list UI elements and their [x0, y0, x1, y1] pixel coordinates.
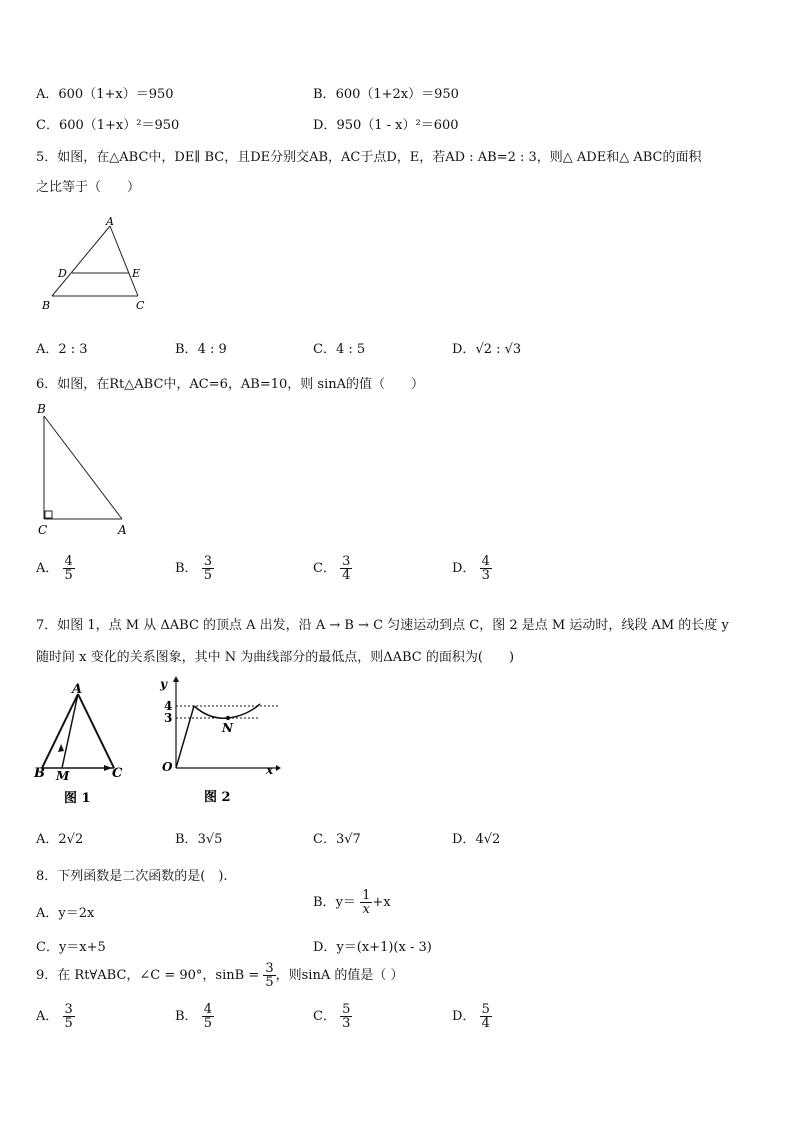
q7-fig2-label-n: N	[222, 721, 233, 735]
y-axis-arrow-icon	[173, 676, 179, 682]
q4-option-b: B．600（1+2x）＝950	[313, 87, 459, 102]
q7-fig1-label-b: B	[34, 766, 45, 781]
q6-stem: 6．如图，在Rt△ABC中，AC=6，AB=10，则 sinA的值（ ）	[36, 377, 425, 392]
q5-label-e: E	[132, 267, 141, 280]
q7-fig2-caption: 图 2	[204, 790, 231, 805]
fraction: $\frac{4}{3}$	[481, 554, 490, 583]
fraction: $\frac{3}{4}$	[342, 554, 351, 583]
arrow-icon	[104, 765, 112, 771]
q9-option-d: D． $\frac{5}{4}$	[452, 1002, 490, 1031]
fraction: $\frac{1}{x}$	[362, 888, 371, 917]
q7-fig1-label-c: C	[112, 766, 123, 781]
q9-stem: 9．在 Rt∀ABC，∠C = 90°，sinB = $\frac{3}{5}$ ，则sinA 的值是（ ）	[36, 961, 404, 990]
q9-option-b: B． $\frac{4}{5}$	[175, 1002, 212, 1031]
q8-option-a: A．y＝2x	[36, 906, 95, 921]
q7-fig2-tick-3: 3	[164, 711, 173, 725]
q5-label-b: B	[42, 299, 51, 312]
q6-option-a: A． $\frac{4}{5}$	[36, 554, 73, 583]
q5-option-b: B．4 : 9	[175, 342, 227, 357]
fraction: $\frac{3}{5}$	[203, 554, 212, 583]
q7-option-d: D．4√2	[452, 832, 501, 847]
min-point-n	[226, 716, 230, 720]
q5-stem-line1: 5．如图，在△ABC中，DE∥ BC，且DE分别交AB，AC于点D，E，若AD : AB=2 : 3，则△ ADE和△ ABC的面积	[36, 150, 702, 165]
q8-option-d: D．y＝(x+1)(x - 3)	[313, 940, 432, 955]
q9-option-c: C． $\frac{5}{3}$	[313, 1002, 351, 1031]
q7-fig1-caption: 图 1	[64, 791, 91, 806]
q5-triangle-figure	[38, 212, 158, 312]
q6-option-b: B． $\frac{3}{5}$	[175, 554, 212, 583]
q7-fig2-tick-4: 4	[164, 699, 173, 713]
q7-fig1-label-a: A	[72, 682, 83, 697]
q7-option-b: B．3√5	[175, 832, 223, 847]
q4-option-d: D．950（1 - x）²＝600	[313, 118, 459, 133]
fraction: $\frac{5}{4}$	[481, 1002, 490, 1031]
right-angle-mark	[45, 511, 52, 518]
q7-fig2-graph	[148, 674, 284, 808]
q6-label-a: A	[118, 523, 127, 537]
fraction: $\frac{4}{5}$	[203, 1002, 212, 1031]
q8-stem: 8．下列函数是二次函数的是( ).	[36, 869, 228, 884]
q7-stem-line1: 7．如图 1，点 M 从 ΔABC 的顶点 A 出发，沿 A → B → C 匀速运动到点 C，图 2 是点 M 运动时，线段 AM 的长度 y	[36, 618, 729, 633]
fraction: $\frac{3}{5}$	[64, 1002, 73, 1031]
q7-fig1	[34, 680, 134, 808]
q7-option-a: A．2√2	[36, 832, 84, 847]
q5-stem-line2: 之比等于（ ）	[36, 180, 141, 195]
q5-option-d: D．√2 : √3	[452, 342, 522, 357]
x-axis-arrow-icon	[276, 765, 281, 771]
q6-option-d: D． $\frac{4}{3}$	[452, 554, 490, 583]
q6-option-c: C． $\frac{3}{4}$	[313, 554, 351, 583]
q4-option-a: A．600（1+x）＝950	[36, 87, 174, 102]
q5-label-d: D	[58, 267, 67, 280]
arrow-icon	[58, 744, 64, 752]
q4-option-c: C．600（1+x）²＝950	[36, 118, 180, 133]
q9-option-a: A． $\frac{3}{5}$	[36, 1002, 73, 1031]
q7-fig1-label-m: M	[56, 769, 70, 783]
q5-option-a: A．2 : 3	[36, 342, 88, 357]
q7-fig2-label-y: y	[160, 677, 167, 691]
q7-stem-line2: 随时间 x 变化的关系图象，其中 N 为曲线部分的最低点，则ΔABC 的面积为( )	[36, 650, 515, 665]
q6-label-b: B	[37, 402, 46, 416]
q7-option-c: C．3√7	[313, 832, 361, 847]
q8-option-b: B．y＝ $\frac{1}{x}$ +x	[313, 888, 391, 917]
fraction: $\frac{3}{5}$	[265, 961, 274, 990]
fraction: $\frac{4}{5}$	[64, 554, 73, 583]
q7-fig2-label-o: O	[162, 760, 173, 774]
q6-right-triangle-figure	[34, 398, 144, 540]
q5-label-c: C	[136, 299, 145, 312]
fraction: $\frac{5}{3}$	[342, 1002, 351, 1031]
q6-label-c: C	[38, 523, 48, 537]
q8-option-c: C．y＝x+5	[36, 940, 106, 955]
q5-label-a: A	[106, 215, 114, 228]
q7-fig2-label-x: x	[266, 763, 274, 777]
q5-option-c: C．4 : 5	[313, 342, 366, 357]
